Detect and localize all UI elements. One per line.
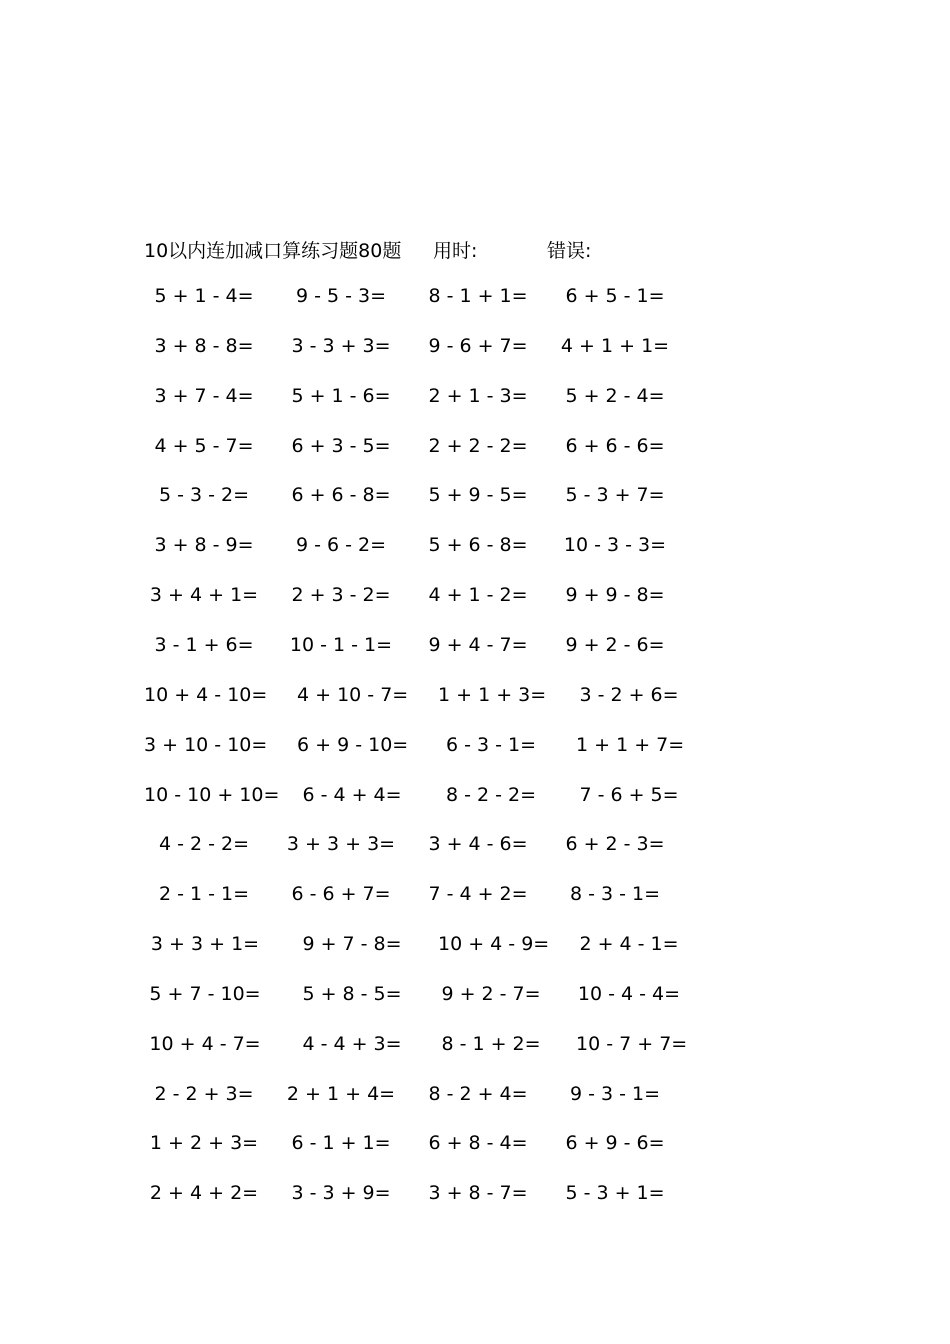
math-problem: 9 - 6 + 7=: [428, 334, 528, 357]
worksheet-title: 10以内连加减口算练习题80题: [144, 240, 402, 262]
math-problem: 6 - 4 + 4=: [302, 783, 402, 806]
math-problem: 2 + 1 + 4=: [286, 1082, 396, 1105]
math-problem: 2 + 1 - 3=: [428, 384, 528, 407]
math-problem: 5 + 1 - 4=: [154, 285, 254, 307]
math-problem: 3 + 3 + 1=: [150, 933, 260, 956]
problem-row: [0, 634, 950, 664]
math-problem: 3 + 4 - 6=: [428, 833, 528, 856]
math-problem: 4 - 2 - 2=: [158, 833, 250, 856]
math-problem: 6 + 6 - 6=: [565, 434, 665, 457]
math-problem: 5 + 2 - 4=: [565, 384, 665, 407]
math-problem: 10 - 4 - 4=: [577, 982, 681, 1005]
math-problem: 4 + 1 - 2=: [428, 584, 528, 607]
math-problem: 2 + 4 + 2=: [149, 1182, 259, 1205]
problem-row: [0, 684, 950, 714]
math-problem: 2 - 1 - 1=: [158, 883, 250, 906]
math-problem: 4 - 4 + 3=: [302, 1032, 402, 1055]
problem-row: [0, 484, 950, 514]
math-problem: 10 - 3 - 3=: [563, 534, 667, 557]
problem-row: [0, 933, 950, 963]
problem-row: [0, 1132, 950, 1162]
math-problem: 6 + 8 - 4=: [428, 1132, 528, 1155]
time-label: 用时:: [433, 240, 478, 262]
problem-row: [0, 584, 950, 614]
math-problem: 9 + 7 - 8=: [302, 933, 402, 956]
math-problem: 2 + 2 - 2=: [428, 434, 528, 457]
math-problem: 5 + 8 - 5=: [302, 982, 402, 1005]
math-problem: 5 - 3 + 1=: [565, 1182, 665, 1205]
math-problem: 2 + 3 - 2=: [291, 584, 391, 607]
math-problem: 3 - 1 + 6=: [154, 633, 254, 656]
math-problem: 10 + 4 - 7=: [149, 1032, 261, 1055]
math-problem: 9 + 9 - 8=: [565, 584, 665, 607]
math-problem: 10 - 10 + 10=: [144, 783, 280, 806]
math-problem: 8 - 1 + 2=: [441, 1032, 541, 1055]
math-problem: 4 + 1 + 1=: [560, 334, 670, 357]
math-problem: 3 - 3 + 3=: [291, 334, 391, 357]
math-problem: 5 - 3 - 2=: [158, 484, 250, 507]
math-problem: 2 + 4 - 1=: [579, 933, 679, 956]
worksheet-header: [0, 236, 950, 264]
math-problem: 6 + 2 - 3=: [565, 833, 665, 856]
problem-row: [0, 883, 950, 913]
problem-row: [0, 1083, 950, 1113]
math-problem: 1 + 1 + 3=: [438, 683, 547, 706]
problem-row: [0, 983, 950, 1013]
math-problem: 3 + 8 - 7=: [428, 1182, 528, 1205]
math-problem: 10 - 7 + 7=: [576, 1032, 688, 1055]
math-problem: 3 + 3 + 3=: [286, 833, 396, 856]
errors-label: 错误:: [547, 240, 592, 262]
math-problem: 3 - 2 + 6=: [579, 683, 679, 706]
math-problem: 4 + 5 - 7=: [154, 434, 254, 457]
math-problem: 10 + 4 - 10=: [144, 683, 268, 706]
math-problem: 6 - 3 - 1=: [445, 733, 537, 756]
math-problem: 1 + 1 + 7=: [576, 733, 685, 756]
problem-row: [0, 784, 950, 814]
math-problem: 9 - 6 - 2=: [295, 534, 387, 557]
math-problem: 3 + 8 - 8=: [154, 334, 254, 357]
math-problem: 5 + 7 - 10=: [149, 982, 261, 1005]
math-problem: 9 - 3 - 1=: [569, 1082, 661, 1105]
math-problem: 6 - 1 + 1=: [291, 1132, 391, 1155]
math-problem: 5 - 3 + 7=: [565, 484, 665, 507]
problem-row: [0, 734, 950, 764]
problem-row: [0, 335, 950, 365]
math-problem: 3 + 7 - 4=: [154, 384, 254, 407]
math-problem: 9 - 5 - 3=: [295, 285, 387, 307]
math-problem: 10 + 4 - 9=: [438, 933, 550, 956]
math-problem: 6 - 6 + 7=: [291, 883, 391, 906]
math-problem: 1 + 2 + 3=: [149, 1132, 259, 1155]
math-problem: 5 + 6 - 8=: [428, 534, 528, 557]
problem-row: [0, 833, 950, 863]
math-problem: 8 - 2 + 4=: [428, 1082, 528, 1105]
math-problem: 9 + 2 - 6=: [565, 633, 665, 656]
problem-row: [0, 435, 950, 465]
math-problem: 6 + 9 - 6=: [565, 1132, 665, 1155]
math-problem: 6 + 6 - 8=: [291, 484, 391, 507]
math-problem: 7 - 6 + 5=: [579, 783, 679, 806]
math-problem: 6 + 5 - 1=: [565, 285, 665, 307]
problem-row: [0, 1182, 950, 1212]
math-problem: 9 + 2 - 7=: [441, 982, 541, 1005]
math-problem: 6 + 3 - 5=: [291, 434, 391, 457]
math-problem: 3 + 8 - 9=: [154, 534, 254, 557]
math-problem: 8 - 3 - 1=: [569, 883, 661, 906]
math-problem: 9 + 4 - 7=: [428, 633, 528, 656]
math-problem: 5 + 1 - 6=: [291, 384, 391, 407]
math-problem: 3 + 4 + 1=: [149, 584, 259, 607]
math-problem: 5 + 9 - 5=: [428, 484, 528, 507]
math-problem: 3 + 10 - 10=: [144, 733, 268, 756]
math-problem: 8 - 2 - 2=: [445, 783, 537, 806]
problem-row: [0, 534, 950, 564]
math-problem: 3 - 3 + 9=: [291, 1182, 391, 1205]
math-problem: 8 - 1 + 1=: [428, 285, 528, 307]
problem-row: [0, 285, 950, 315]
math-problem: 6 + 9 - 10=: [297, 733, 409, 756]
math-problem: 4 + 10 - 7=: [297, 683, 409, 706]
problem-row: [0, 1033, 950, 1063]
math-problem: 7 - 4 + 2=: [428, 883, 528, 906]
problem-row: [0, 385, 950, 415]
math-problem: 2 - 2 + 3=: [154, 1082, 254, 1105]
math-problem: 10 - 1 - 1=: [289, 633, 393, 656]
